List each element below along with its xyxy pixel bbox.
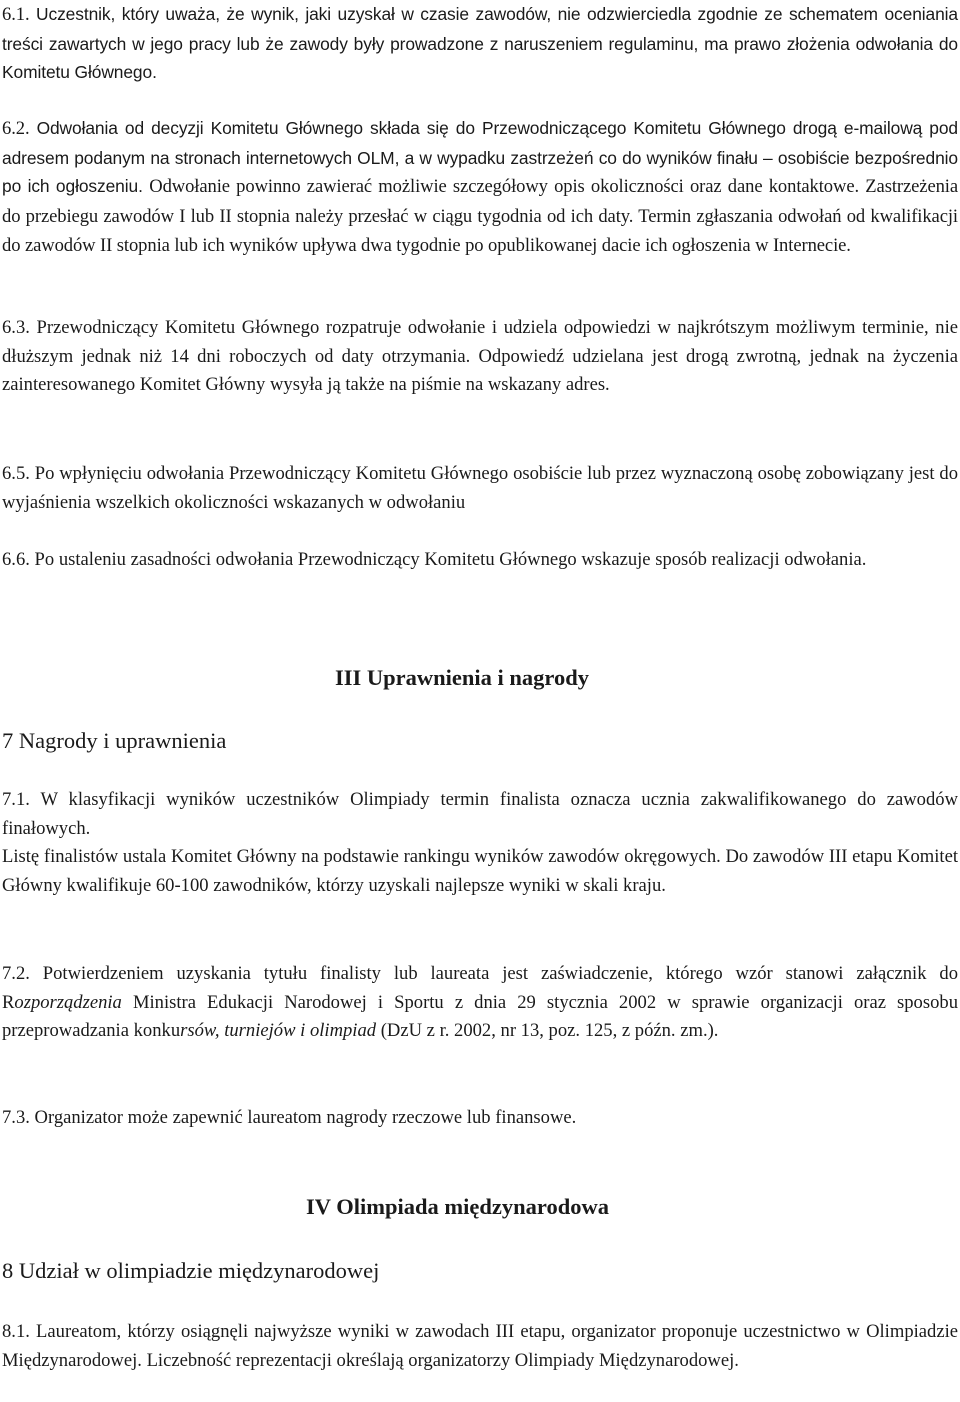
paragraph-7-2	[2, 960, 958, 1046]
paragraph-6-2	[2, 114, 958, 261]
paragraph-6-5	[2, 460, 958, 517]
paragraph-text: Odwołania od decyzji Komitetu Głównego składa się do Przewodniczącego Komitetu Głównego drogą e-mailową pod adresem podanym na stronach internetowych OLM, a w wypadku zastrzeżeń co do wyników finału – osobiście bezpośrednio po ich ogłoszeniu.	[2, 118, 958, 196]
paragraph-text: W klasyfikacji wyników uczestników Olimpiady termin finalista oznacza ucznia zakwalifikowanego do zawodów finałowych.	[2, 789, 958, 839]
paragraph-text-serif: Odwołanie powinno zawierać możliwie szczegółowy opis okoliczności oraz dane kontaktowe. Zastrzeżenia do przebiegu zawodów I lub II stopnia należy przesłać w ciągu tygodnia od ich daty. Termin zgłaszania odwołań od kwalifikacji do zawodów II stopnia lub ich wyników upływa dwa tygodnie po opublikowanej dacie ich ogłoszenia w Internecie.	[2, 176, 959, 256]
chapter-title-7: 7 Nagrody i uprawnienia	[2, 728, 227, 753]
paragraph-text: Przewodniczący Komitetu Głównego rozpatruje odwołanie i udziela odpowiedzi w najkrótszym możliwym terminie, nie dłuższym jednak niż 14 dni roboczych od daty otrzymania. Odpowiedź udzielana jest drogą zwrotną, jednak na życzenia zainteresowanego Komitet Główny wysyła ją także na piśmie na wskazany adres.	[2, 317, 959, 395]
section-title-3: III Uprawnienia i nagrody	[335, 665, 590, 690]
paragraph-number: 7.3.	[2, 1107, 30, 1128]
paragraph-text: Uczestnik, który uważa, że wynik, jaki uzyskał w czasie zawodów, nie odzwierciedla zgodnie ze schematem oceniania treści zawartych w jego pracy lub że zawody były prowadzone z naruszeniem regulaminu, ma prawo złożenia odwołania do Komitetu Głównego.	[2, 4, 959, 82]
paragraph-text: Organizator może zapewnić laureatom nagrody rzeczowe lub finansowe.	[34, 1107, 577, 1128]
paragraph-text-italic: ozporządzenia	[14, 991, 122, 1013]
paragraph-number: 6.3.	[2, 317, 30, 338]
paragraph-number: 7.1.	[2, 789, 30, 810]
paragraph-text: Po wpłynięciu odwołania Przewodniczący Komitetu Głównego osobiście lub przez wyznaczoną osobę zobowiązany jest do wyjaśnienia wszelkich okoliczności wskazanych w odwołaniu	[2, 463, 958, 513]
paragraph-8-1	[2, 1318, 958, 1375]
paragraph-text-continued: Listę finalistów ustala Komitet Główny na podstawie rankingu wyników zawodów okręgowych. Do zawodów III etapu Komitet Główny kwalifikuje 60-100 zawodników, którzy uzyskali najlepsze wyniki w skali kraju.	[2, 846, 958, 896]
chapter-title-8: 8 Udział w olimpiadzie międzynarodowej	[2, 1258, 380, 1283]
paragraph-6-3	[2, 314, 958, 400]
paragraph-7-1	[2, 786, 958, 900]
paragraph-6-6	[2, 546, 958, 575]
paragraph-number: 6.6.	[2, 549, 30, 570]
paragraph-7-3	[2, 1104, 958, 1133]
paragraph-text: Potwierdzeniem uzyskania tytułu finalisty lub laureata jest zaświadczenie, którego wzór stanowi załącznik do R	[2, 963, 959, 1013]
paragraph-text: Ministra Edukacji Narodowej i Sportu z dnia 29 stycznia 2002 w sprawie organizacji oraz sposobu przeprowadzania konku	[2, 991, 958, 1041]
paragraph-number: 8.1.	[2, 1321, 30, 1342]
paragraph-number: 6.2.	[2, 118, 30, 139]
paragraph-text: Laureatom, którzy osiągnęli najwyższe wyniki w zawodach III etapu, organizator proponuje uczestnictwo w Olimpiadzie Międzynarodowej. Liczebność reprezentacji określają organizatorzy Olimpiady Międzynarodowej.	[2, 1321, 959, 1371]
paragraph-text: Po ustaleniu zasadności odwołania Przewodniczący Komitetu Głównego wskazuje sposób realizacji odwołania.	[34, 549, 867, 570]
paragraph-number: 6.1.	[2, 4, 30, 25]
section-title-4: IV Olimpiada międzynarodowa	[306, 1194, 609, 1219]
paragraph-text: (DzU z r. 2002, nr 13, poz. 125, z późn. zm.).	[376, 1020, 719, 1041]
paragraph-number: 7.2.	[2, 963, 30, 984]
paragraph-text-italic: rsów, turniejów i olimpiad	[180, 1020, 377, 1041]
paragraph-number: 6.5.	[2, 463, 30, 484]
paragraph-6-1	[2, 0, 958, 87]
